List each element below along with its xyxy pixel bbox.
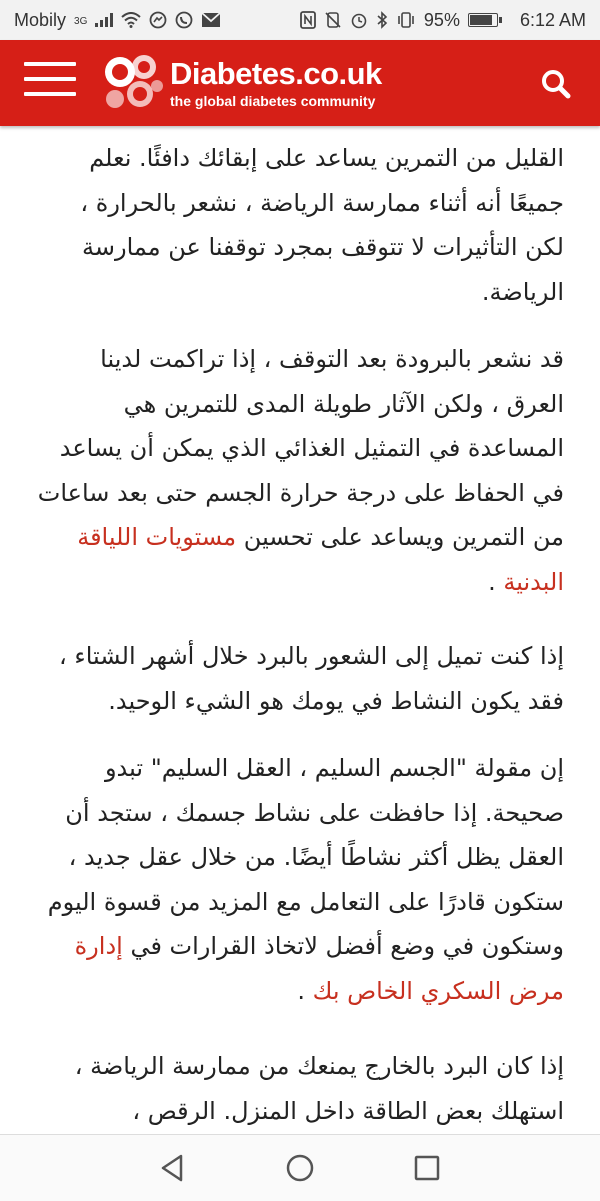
whatsapp-icon bbox=[175, 11, 193, 29]
paragraph-text: إن مقولة "الجسم السليم ، العقل السليم" تبدو صحيحة. إذا حافظت على نشاط جسمك ، ستجد أن العقل يظل أكثر نشاطًا أيضًا. من خلال عقل جديد ، ستكون قادرًا على التعامل مع المزيد من قسوة اليوم وستكون في وضع أفضل لاتخاذ القرارات في bbox=[47, 754, 564, 960]
site-header bbox=[0, 40, 600, 126]
logo-site-name: Diabetes.co.uk bbox=[170, 56, 382, 91]
article-paragraph bbox=[36, 136, 564, 314]
hamburger-menu-icon[interactable] bbox=[24, 62, 76, 104]
article-body bbox=[0, 126, 600, 1134]
paragraph-text: القليل من التمرين يساعد على إبقائك دافئًا. نعلم جميعًا أنه أثناء ممارسة الرياضة ، نشعر بالحرارة ، لكن التأثيرات لا تتوقف بمجرد توقفنا عن ممارسة الرياضة. bbox=[80, 144, 564, 306]
home-circle-icon[interactable] bbox=[284, 1152, 316, 1184]
status-bar bbox=[0, 0, 600, 40]
mail-icon bbox=[201, 12, 221, 28]
network-type: 3G bbox=[74, 15, 88, 27]
article-paragraph bbox=[36, 634, 564, 723]
system-nav-bar bbox=[0, 1134, 600, 1201]
messenger-icon bbox=[149, 11, 167, 29]
mute-icon bbox=[324, 11, 342, 29]
nfc-icon bbox=[300, 11, 316, 29]
search-icon[interactable] bbox=[538, 66, 574, 102]
clock: 6:12 AM bbox=[519, 9, 586, 30]
vibrate-icon bbox=[396, 11, 416, 29]
bluetooth-icon bbox=[376, 11, 388, 29]
status-right bbox=[300, 10, 586, 31]
paragraph-text: إذا كنت تميل إلى الشعور بالبرد خلال أشهر الشتاء ، فقد يكون النشاط في يومك هو الشيء الوحيد. bbox=[59, 642, 564, 715]
fitness-levels-link[interactable]: مستويات اللياقة البدنية bbox=[77, 523, 564, 596]
article-paragraph bbox=[36, 337, 564, 604]
alarm-icon bbox=[350, 11, 368, 29]
paragraph-tail: . bbox=[297, 976, 313, 1005]
diabetes-management-link[interactable]: إدارة مرض السكري الخاص بك bbox=[74, 932, 564, 1005]
logo-bubbles-icon bbox=[100, 50, 166, 116]
paragraph-tail: . bbox=[488, 567, 504, 596]
carrier-name: Mobily bbox=[14, 9, 67, 30]
paragraph-text: إذا كان البرد بالخارج يمنعك من ممارسة الرياضة ، استهلك بعض الطاقة داخل المنزل. الرقص ، bbox=[74, 1052, 564, 1125]
battery-percent: 95% bbox=[423, 9, 460, 30]
signal-icon bbox=[95, 13, 113, 27]
paragraph-text: قد نشعر بالبرودة بعد التوقف ، إذا تراكمت لدينا العرق ، ولكن الآثار طويلة المدى للتمرين هي المساعدة في التمثيل الغذائي الذي يمكن أن يساعد في الحفاظ على درجة حرارة الجسم حتى بعد ساعات من التمرين ويساعد على تحسين bbox=[37, 345, 564, 551]
status-left bbox=[14, 10, 221, 31]
recents-square-icon[interactable] bbox=[411, 1152, 443, 1184]
battery-icon bbox=[468, 13, 502, 27]
logo-tagline: the global diabetes community bbox=[170, 93, 376, 109]
article-paragraph bbox=[36, 1044, 564, 1133]
article-paragraph bbox=[36, 746, 564, 1013]
back-triangle-icon[interactable] bbox=[157, 1152, 189, 1184]
wifi-icon bbox=[121, 12, 141, 28]
site-logo[interactable] bbox=[100, 50, 400, 118]
